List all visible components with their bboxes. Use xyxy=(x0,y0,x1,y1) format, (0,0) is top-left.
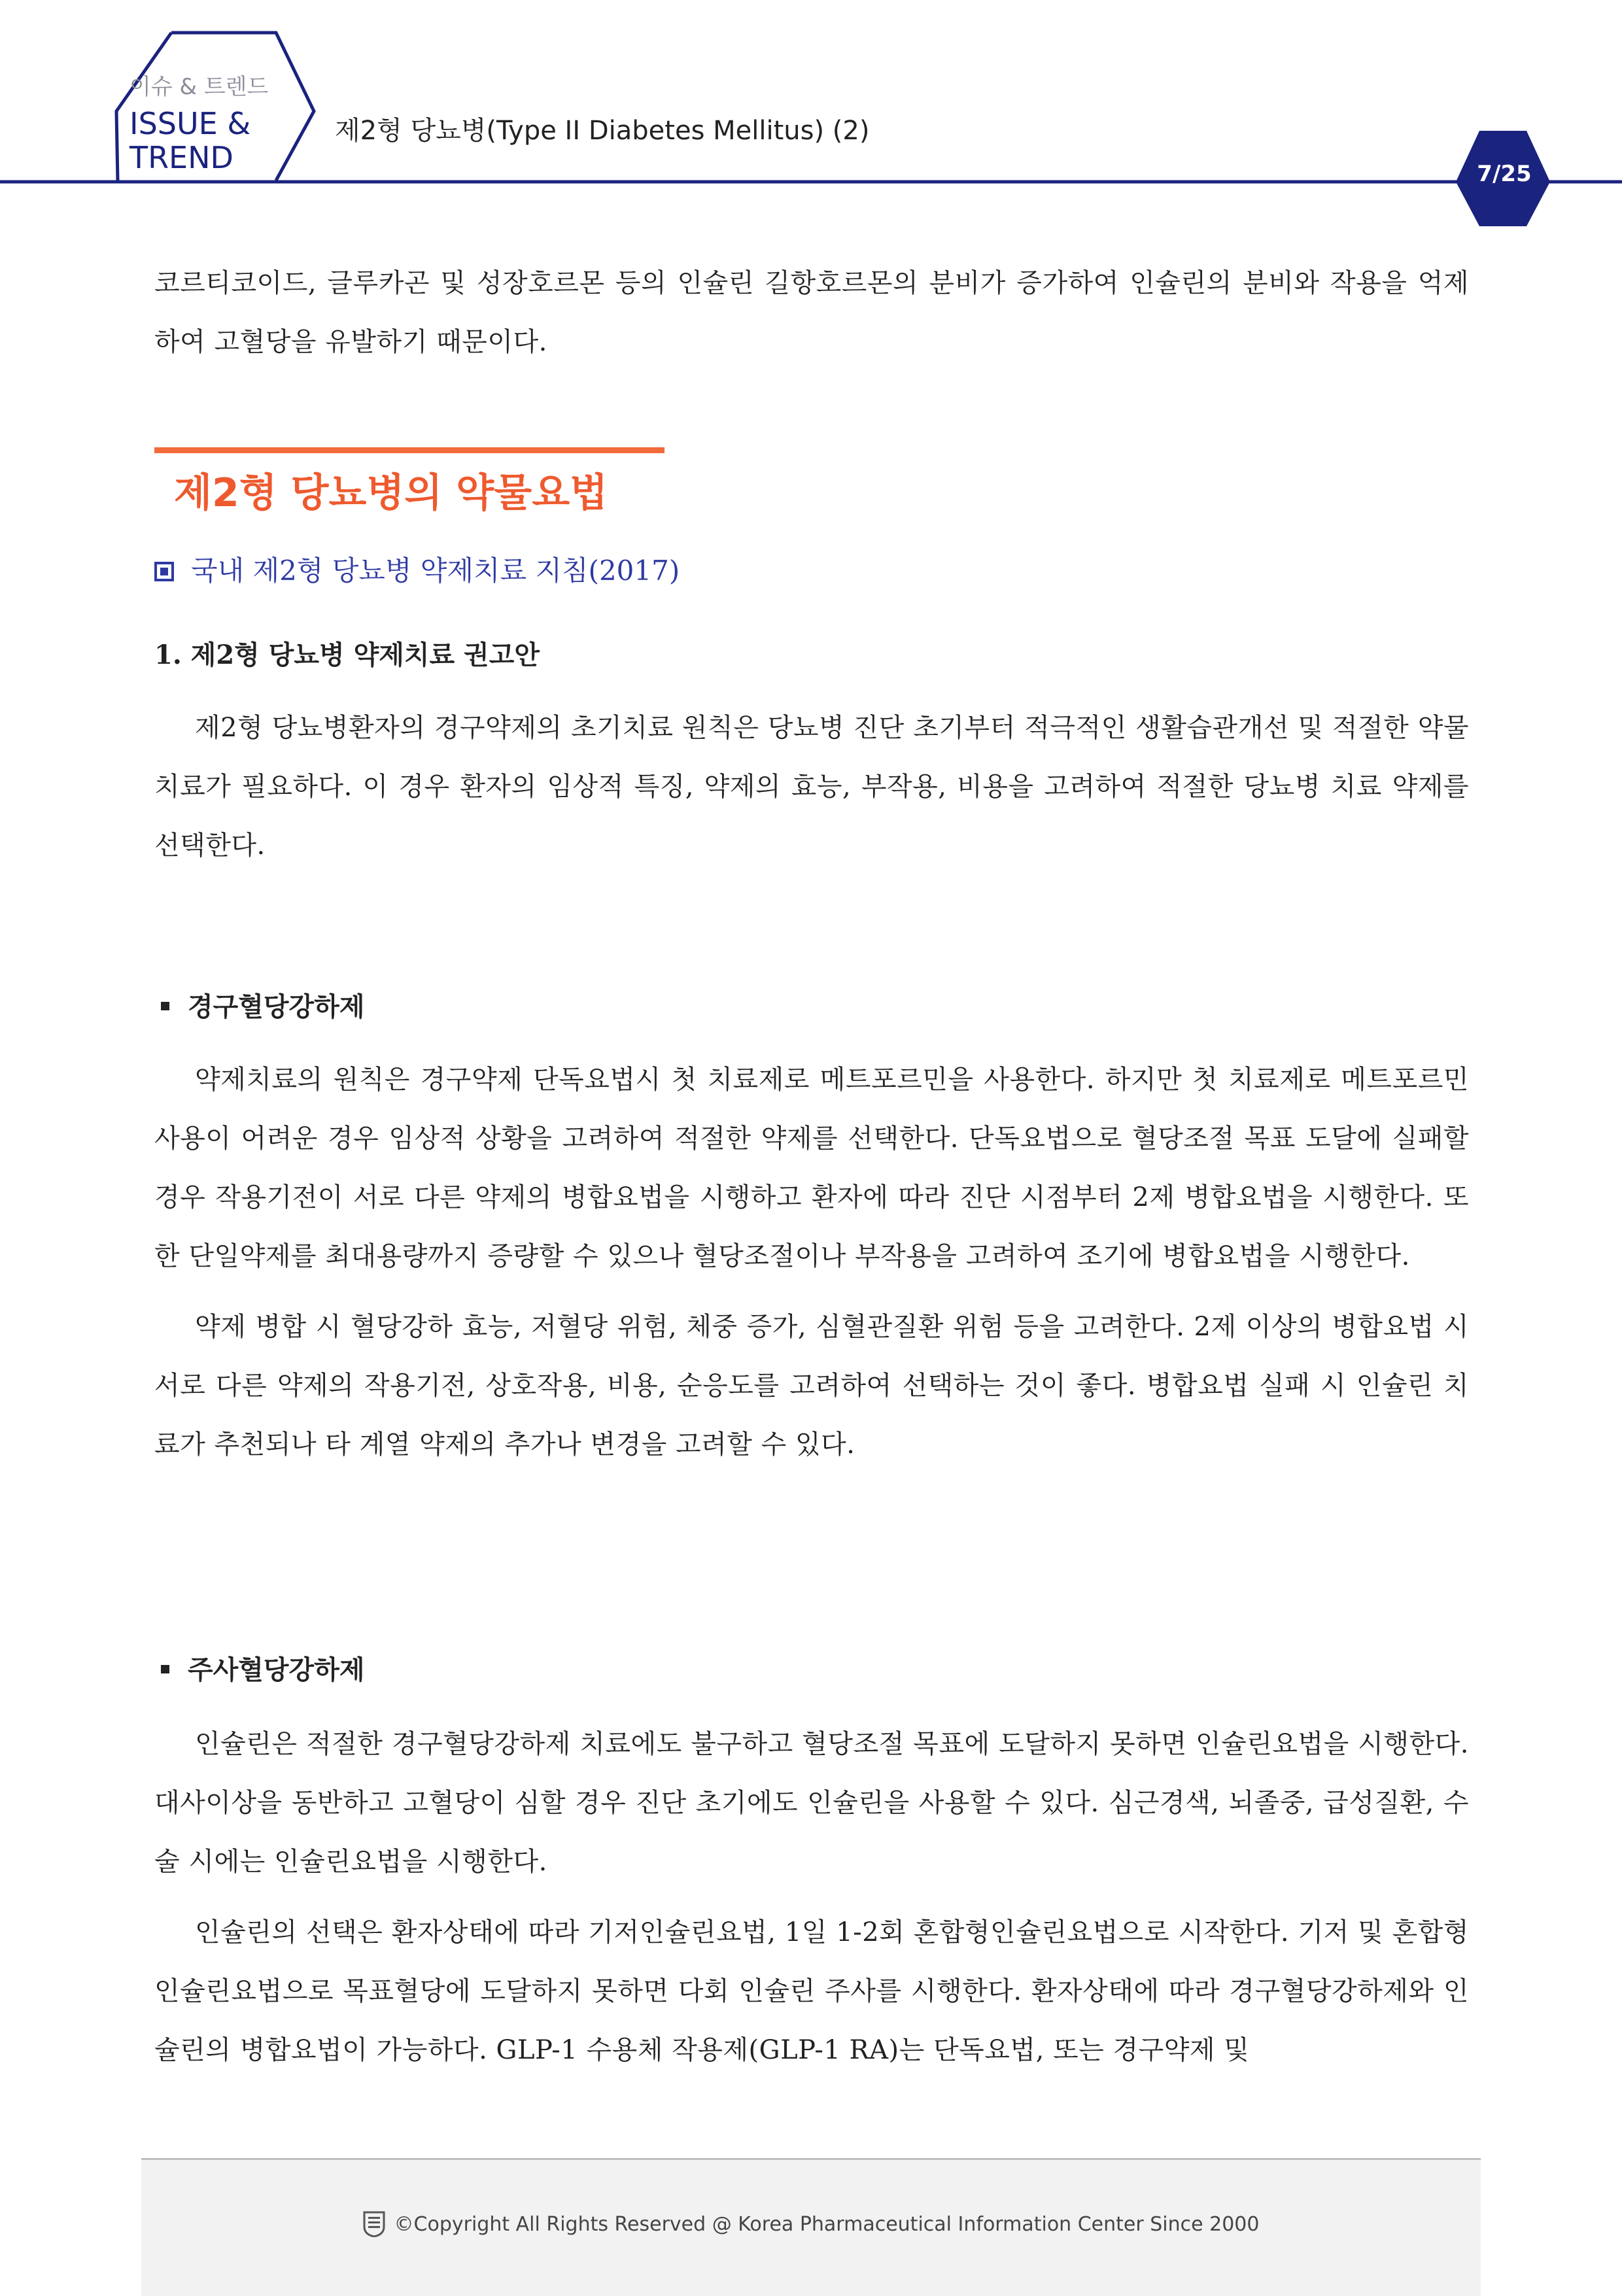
recommendation-paragraph: 제2형 당뇨병환자의 경구약제의 초기치료 원칙은 당뇨병 진단 초기부터 적극적인 생활습관개선 및 적절한 약물치료가 필요하다. 이 경우 환자의 임상적 특징, 약제의 효능, 부작용, 비용을 고려하여 적절한 당뇨병 치료 약제를 선택한다. xyxy=(154,713,1469,861)
injection-paragraph-2: 인슐린의 선택은 환자상태에 따라 기저인슐린요법, 1일 1-2회 혼합형인슐린요법으로 시작한다. 기저 및 혼합형인슐린요법으로 목표혈당에 도달하지 못하면 다회 인슐린 주사를 시행한다. 환자상태에 따라 경구혈당강하제와 인슐린의 병합요법이 가능하다. GLP-1 수용체 작용제(GLP-1 RA)는 단독요법, 또는 경구약제 및 xyxy=(154,1917,1469,2065)
oral-heading xyxy=(161,986,364,1023)
badge-subtitle: 이슈 & 트렌드 xyxy=(129,74,269,100)
oral-heading-label: 경구혈당강하제 xyxy=(188,992,365,1022)
injection-block xyxy=(154,1715,1469,2080)
guideline-heading xyxy=(154,549,680,589)
injection-heading xyxy=(161,1649,364,1687)
oral-paragraph-2: 약제 병합 시 혈당강하 효능, 저혈당 위험, 체중 증가, 심혈관질환 위험 등을 고려한다. 2제 이상의 병합요법 시 서로 다른 약제의 작용기전, 상호작용, 비용, 순응도를 고려하여 선택하는 것이 좋다. 병합요법 실패 시 인슐린 치료가 추천되나 타 계열 약제의 추가나 변경을 고려할 수 있다. xyxy=(154,1312,1469,1460)
intro-block xyxy=(154,254,1469,371)
injection-paragraph-1: 인슐린은 적절한 경구혈당강하제 치료에도 불구하고 혈당조절 목표에 도달하지 못하면 인슐린요법을 시행한다. 대사이상을 동반하고 고혈당이 심할 경우 진단 초기에도 인슐린을 사용할 수 있다. 심근경색, 뇌졸중, 급성질환, 수술 시에는 인슐린요법을 시행한다. xyxy=(154,1729,1469,1877)
guideline-label: 국내 제2형 당뇨병 약제치료 지침(2017) xyxy=(191,555,680,587)
intro-paragraph: 코르티코이드, 글루카곤 및 성장호르몬 등의 인슐린 길항호르몬의 분비가 증가하여 인슐린의 분비와 작용을 억제하여 고혈당을 유발하기 때문이다. xyxy=(154,268,1469,357)
square-bullet-icon xyxy=(154,562,174,581)
badge-trend: TREND xyxy=(129,140,233,175)
section-accent-bar xyxy=(154,447,664,453)
oral-paragraph-1: 약제치료의 원칙은 경구약제 단독요법시 첫 치료제로 메트포르민을 사용한다. 하지만 첫 치료제로 메트포르민 사용이 어려운 경우 임상적 상황을 고려하여 적절한 약제를 선택한다. 단독요법으로 혈당조절 목표 도달에 실패할 경우 작용기전이 서로 다른 약제의 병합요법을 시행하고 환자에 따라 진단 시점부터 2제 병합요법을 시행한다. 또한 단일약제를 최대용량까지 증량할 수 있으나 혈당조절이나 부작용을 고려하여 조기에 병합요법을 시행한다. xyxy=(154,1065,1469,1271)
recommendation-block xyxy=(154,698,1469,875)
section-title: 제2형 당뇨병의 약물요법 xyxy=(174,470,608,516)
kpic-logo-icon xyxy=(363,2211,385,2237)
bullet-icon xyxy=(161,1002,169,1010)
header-title: 제2형 당뇨병(Type II Diabetes Mellitus) (2) xyxy=(335,116,870,146)
page-footer xyxy=(141,2158,1481,2296)
page-number: 7/25 xyxy=(1477,161,1532,187)
page-header xyxy=(0,0,1622,235)
numbered-heading: 1. 제2형 당뇨병 약제치료 권고안 xyxy=(154,640,540,670)
oral-block xyxy=(154,1050,1469,1474)
injection-heading-label: 주사혈당강하제 xyxy=(188,1655,365,1685)
footer-copyright xyxy=(141,2211,1481,2237)
badge-issue: ISSUE & xyxy=(129,106,251,141)
copyright-text: ©Copyright All Rights Reserved @ Korea Pharmaceutical Information Center Since 2000 xyxy=(394,2213,1260,2236)
bullet-icon xyxy=(161,1665,169,1673)
